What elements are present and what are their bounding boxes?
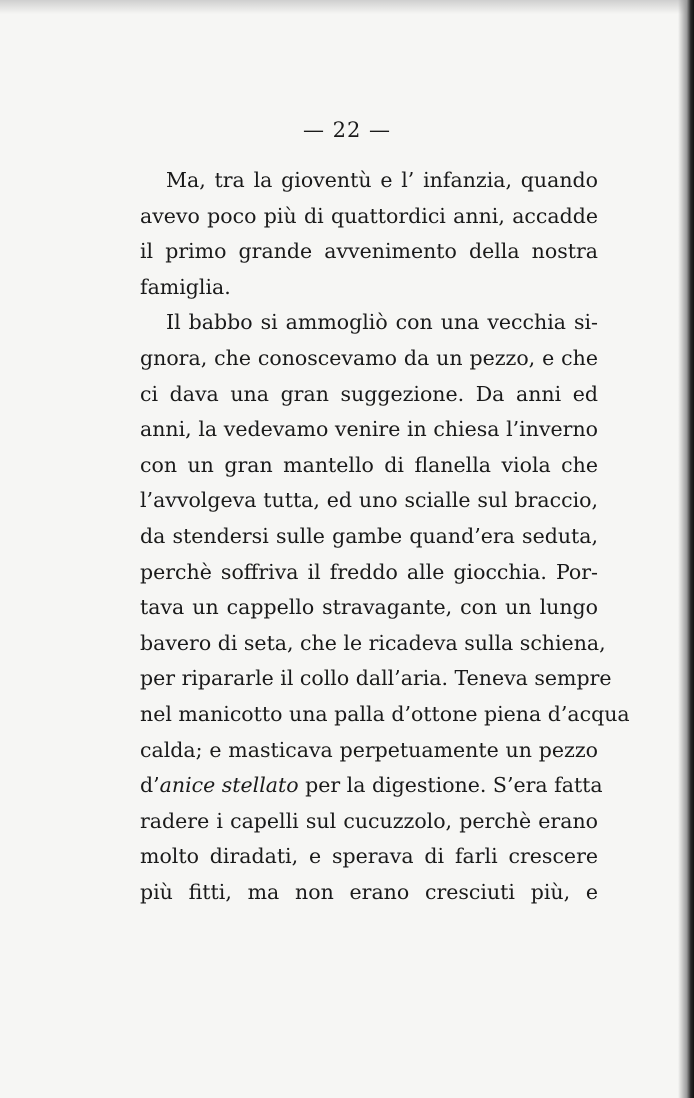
scan-right-edge (678, 0, 694, 1098)
text-line: nel manicotto una palla d’ottone piena d’acqua (140, 701, 630, 726)
text-line: molto diradati, e sperava di farli crescere (140, 844, 598, 869)
text-line: bavero di seta, che le ricadeva sulla schiena, (140, 630, 606, 655)
text-line: avevo poco più di quattordici anni, accadde (140, 203, 598, 228)
text-line: anni, la vedevamo venire in chiesa l’inverno (140, 417, 598, 442)
text-line-italic (140, 768, 603, 804)
body-text (140, 163, 630, 910)
text-prefix: d’ (140, 773, 160, 798)
text-line: il primo grande avvenimento della nostra (140, 239, 598, 264)
text-line: ci dava una gran suggezione. Da anni ed (140, 381, 598, 406)
text-line: calda; e masticava perpetuamente un pezzo (140, 737, 598, 762)
text-suffix: per la digestione. S’era fatta (298, 773, 603, 798)
text-line: radere i capelli sul cucuzzolo, perchè erano (140, 808, 598, 833)
text-line: per ripararle il collo dall’aria. Teneva sempre (140, 666, 612, 691)
page-number: — 22 — (302, 118, 392, 142)
text-line: più fitti, ma non erano cresciuti più, e (140, 879, 598, 904)
text-line: famiglia. (140, 274, 231, 299)
scan-top-shadow (0, 0, 694, 14)
text-line: perchè soffriva il freddo alle giocchia. Por- (140, 559, 598, 584)
italic-phrase: anice stellato (159, 773, 299, 798)
text-line: gnora, che conoscevamo da un pezzo, e che (140, 345, 598, 370)
text-line: con un gran mantello di flanella viola che (140, 452, 598, 477)
text-line: tava un cappello stravagante, con un lungo (140, 595, 598, 620)
text-line: l’avvolgeva tutta, ed uno scialle sul braccio, (140, 488, 598, 513)
text-line: da stendersi sulle gambe quand’era seduta, (140, 523, 598, 548)
text-line: Il babbo si ammogliò con una vecchia si- (166, 310, 598, 335)
text-line: Ma, tra la gioventù e l’ infanzia, quando (166, 168, 598, 192)
